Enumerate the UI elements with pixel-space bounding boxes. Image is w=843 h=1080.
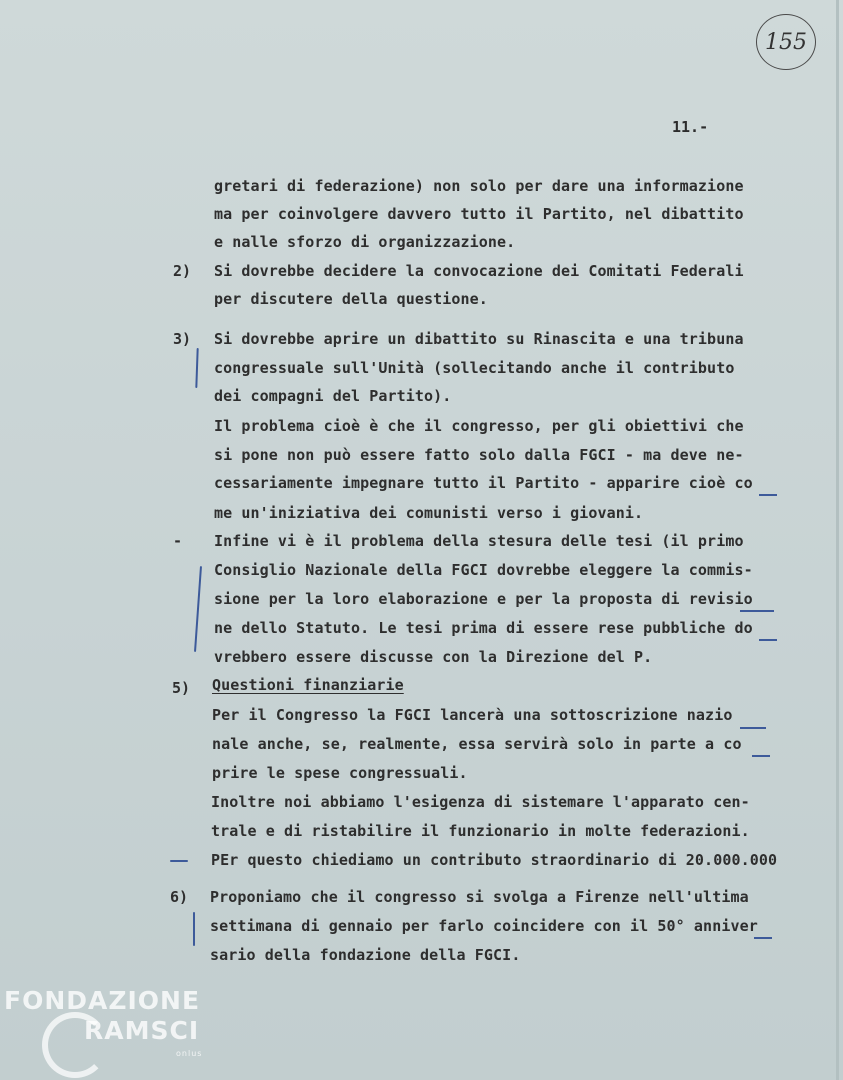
text-line: Si dovrebbe aprire un dibattito su Rinascita e una tribuna <box>214 330 744 348</box>
margin-pen-mark <box>195 348 198 388</box>
item-label-dash: - <box>173 532 183 550</box>
text-line: prire le spese congressuali. <box>212 764 468 782</box>
text-line: congressuale sull'Unità (sollecitando anche il contributo <box>214 359 735 377</box>
pen-underline <box>754 937 772 939</box>
archive-number-stamp <box>756 14 816 70</box>
margin-pen-mark <box>194 566 202 652</box>
text-line: PEr questo chiediamo un contributo straordinario di 20.000.000 <box>211 851 778 869</box>
page-edge <box>836 0 839 1080</box>
text-line: Per il Congresso la FGCI lancerà una sottoscrizione nazio <box>212 706 733 724</box>
watermark-line-1: FONDAZIONE <box>4 986 201 1015</box>
text-line: Infine vi è il problema della stesura delle tesi (il primo <box>214 532 744 550</box>
text-line: Si dovrebbe decidere la convocazione dei Comitati Federali <box>214 262 744 280</box>
pen-underline <box>740 727 766 729</box>
text-line: ne dello Statuto. Le tesi prima di essere rese pubbliche do <box>214 619 753 637</box>
text-line: si pone non può essere fatto solo dalla FGCI - ma deve ne- <box>214 446 744 464</box>
text-line: Proponiamo che il congresso si svolga a Firenze nell'ultima <box>210 888 749 906</box>
archive-number: 155 <box>765 29 807 55</box>
item-label-5: 5) <box>172 679 191 697</box>
text-line: vrebbero essere discusse con la Direzione del P. <box>214 648 653 666</box>
text-line: settimana di gennaio per farlo coincidere con il 50° anniver <box>210 917 758 935</box>
text-line: ma per coinvolgere davvero tutto il Partito, nel dibattito <box>214 205 744 223</box>
text-line: Il problema cioè è che il congresso, per gli obiettivi che <box>214 417 744 435</box>
text-line: cessariamente impegnare tutto il Partito - apparire cioè co <box>214 474 753 492</box>
text-line: e nalle sforzo di organizzazione. <box>214 233 516 251</box>
section-heading: Questioni finanziarie <box>212 676 404 694</box>
text-line: Inoltre noi abbiamo l'esigenza di sistemare l'apparato cen- <box>211 793 750 811</box>
watermark-line-3: onlus <box>176 1049 203 1058</box>
item-label-6: 6) <box>170 888 189 906</box>
watermark-line-2: RAMSCI <box>84 1016 200 1045</box>
text-line: dei compagni del Partito). <box>214 387 452 405</box>
text-line: gretari di federazione) non solo per dare una informazione <box>214 177 744 195</box>
text-line: sario della fondazione della FGCI. <box>210 946 521 964</box>
margin-pen-dash <box>170 860 188 862</box>
pen-underline <box>740 610 774 612</box>
text-line: me un'iniziativa dei comunisti verso i giovani. <box>214 504 644 522</box>
page-number: 11.- <box>672 118 709 136</box>
pen-underline <box>752 755 770 757</box>
text-line: sione per la loro elaborazione e per la proposta di revisio <box>214 590 753 608</box>
item-label-3: 3) <box>173 330 192 348</box>
item-label-2: 2) <box>173 262 192 280</box>
text-line: nale anche, se, realmente, essa servirà solo in parte a co <box>212 735 742 753</box>
text-line: per discutere della questione. <box>214 290 488 308</box>
pen-underline <box>759 494 777 496</box>
text-line: trale e di ristabilire il funzionario in molte federazioni. <box>211 822 750 840</box>
pen-underline <box>759 639 777 641</box>
text-line: Consiglio Nazionale della FGCI dovrebbe eleggere la commis- <box>214 561 753 579</box>
margin-pen-mark <box>193 912 195 946</box>
